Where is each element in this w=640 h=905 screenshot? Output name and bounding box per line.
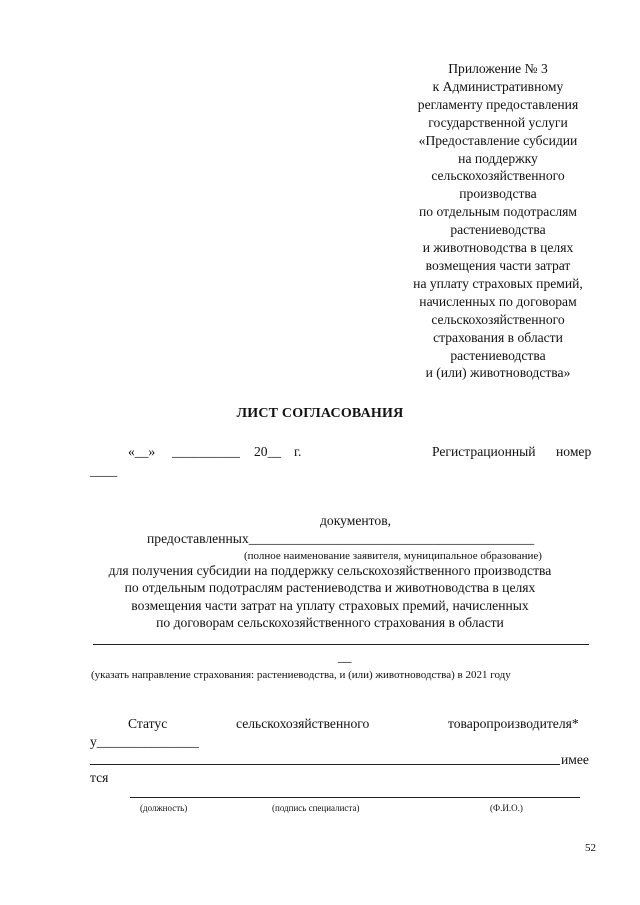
signature-position-caption: (должность)	[140, 803, 188, 813]
direction-caption: (указать направление страхования: растениеводства, и (или) животноводства) в 2021 году	[91, 669, 511, 681]
purpose-line: по отдельным подотраслям растениеводства и животноводства в целях	[124, 580, 536, 596]
appendix-line: на уплату страховых премий,	[413, 275, 583, 291]
signature-fio-caption: (Ф.И.О.)	[490, 803, 523, 813]
date-day: «__»	[128, 444, 156, 459]
date-year: 20__	[254, 444, 282, 459]
status-u-line: у_______________	[90, 734, 199, 749]
appendix-line: производства	[459, 186, 537, 202]
appendix-line: сельскохозяйственного	[431, 311, 565, 327]
appendix-line: растениеводства	[450, 222, 546, 238]
appendix-line: «Предоставление субсидии	[418, 132, 578, 148]
status-word-1: Статус	[128, 716, 168, 731]
signature-line	[130, 797, 580, 798]
provided-by-line: предоставленных__________________________________________	[147, 531, 535, 546]
date-month-blank: __________	[172, 444, 240, 459]
appendix-line: на поддержку	[458, 150, 538, 166]
status-tsya: тся	[90, 770, 109, 785]
appendix-line: регламенту предоставления	[417, 96, 579, 112]
appendix-line: сельскохозяйственного	[431, 168, 565, 184]
document-title: ЛИСТ СОГЛАСОВАНИЯ	[236, 406, 404, 421]
purpose-line: по договорам сельскохозяйственного страхования в области	[156, 615, 504, 631]
appendix-line: по отдельным подотраслям	[418, 204, 577, 220]
appendix-line: страхования в области	[433, 329, 563, 345]
page-number: 52	[585, 842, 596, 854]
purpose-text	[60, 562, 600, 632]
status-long-line	[90, 764, 560, 765]
date-year-suffix: г.	[294, 444, 302, 459]
appendix-line: растениеводства	[450, 347, 546, 363]
signature-specialist-caption: (подпись специалиста)	[272, 803, 360, 813]
registration-number-label: номер	[556, 444, 592, 459]
registration-blank: ____	[90, 463, 118, 478]
direction-fill-line	[93, 644, 589, 645]
purpose-line: для получения субсидии на поддержку сельскохозяйственного производства	[108, 563, 552, 578]
appendix-line: возмещения части затрат	[425, 257, 571, 273]
appendix-line: Приложение № 3	[448, 61, 548, 76]
applicant-caption: (полное наименование заявителя, муниципальное образование)	[244, 550, 542, 562]
registration-label: Регистрационный	[432, 444, 536, 459]
appendix-line: государственной услуги	[428, 114, 568, 130]
status-word-2: сельскохозяйственного	[236, 716, 370, 731]
status-word-3: товаропроизводителя*	[448, 716, 579, 731]
appendix-line: начисленных по договорам	[419, 293, 577, 309]
appendix-line: к Административному	[432, 78, 564, 94]
purpose-line: возмещения части затрат на уплату страховых премий, начисленных	[131, 597, 529, 613]
appendix-header	[380, 60, 616, 382]
direction-short-dash: __	[338, 649, 352, 664]
status-imee: имее	[561, 752, 589, 767]
documents-label: документов,	[320, 513, 392, 528]
appendix-line: и (или) животноводства»	[425, 365, 571, 381]
appendix-line: и животноводства в целях	[422, 240, 574, 256]
